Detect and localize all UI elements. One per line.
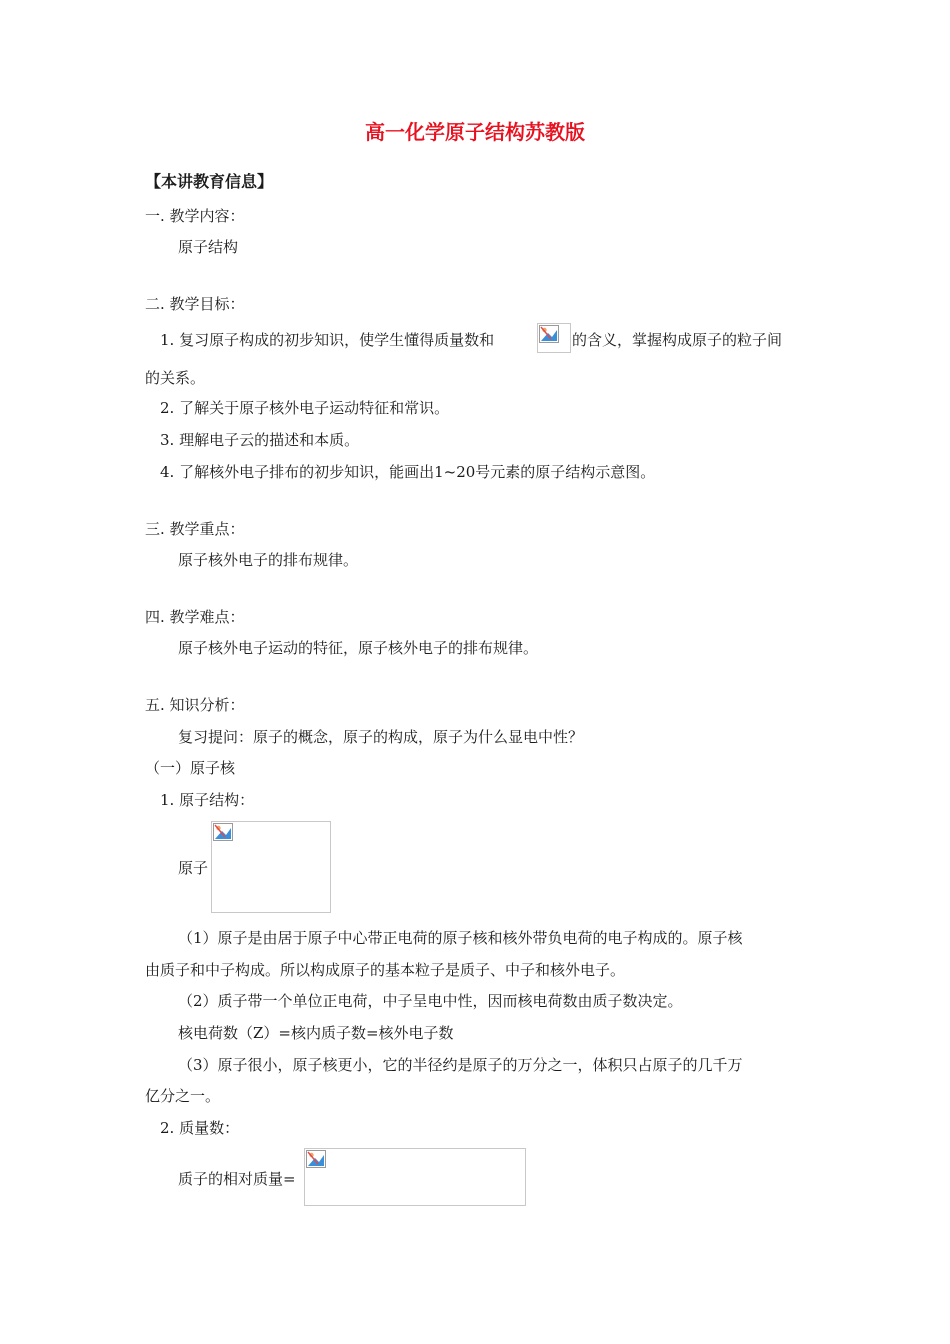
atom-structure-diagram-placeholder: [211, 821, 331, 913]
proton-relative-mass-label: 质子的相对质量=: [178, 1170, 296, 1188]
goal-1-part-a: 1. 复习原子构成的初步知识，使学生懂得质量数和: [160, 331, 495, 349]
goal-1-part-b: 的含义，掌握构成原子的粒子间: [572, 331, 783, 349]
mass-formula-placeholder: [304, 1148, 526, 1206]
heading-teaching-content: 一. 教学内容：: [145, 207, 245, 225]
nuclear-charge-formula: 核电荷数（Z）=核内质子数=核外电子数: [178, 1024, 454, 1042]
teaching-focus-body: 原子核外电子的排布规律。: [178, 551, 359, 569]
heading-teaching-difficulty: 四. 教学难点：: [145, 608, 245, 626]
goal-1-part-c: 的关系。: [145, 369, 206, 387]
document-title: 高一化学原子结构苏教版: [365, 120, 585, 144]
broken-image-icon: [539, 325, 559, 343]
review-question: 复习提问：原子的概念，原子的构成，原子为什么显电中性？: [178, 728, 584, 746]
note-3-part-a: （3）原子很小，原子核更小，它的半径约是原子的万分之一，体积只占原子的几千万: [178, 1056, 743, 1074]
point-mass-number: 2. 质量数：: [160, 1119, 240, 1137]
point-atomic-structure: 1. 原子结构：: [160, 791, 255, 809]
goal-3: 3. 理解电子云的描述和本质。: [160, 431, 360, 449]
heading-knowledge-analysis: 五. 知识分析：: [145, 696, 245, 714]
goal-4: 4. 了解核外电子排布的初步知识，能画出1~20号元素的原子结构示意图。: [160, 463, 656, 481]
teaching-difficulty-body: 原子核外电子运动的特征，原子核外电子的排布规律。: [178, 639, 539, 657]
note-1-part-b: 由质子和中子构成。所以构成原子的基本粒子是质子、中子和核外电子。: [145, 961, 626, 979]
note-3-part-b: 亿分之一。: [145, 1087, 221, 1105]
heading-teaching-goals: 二. 教学目标：: [145, 295, 245, 313]
broken-image-icon: [213, 823, 233, 841]
note-1-part-a: （1）原子是由居于原子中心带正电荷的原子核和核外带负电荷的电子构成的。原子核: [178, 929, 743, 947]
inline-image-placeholder: [537, 323, 571, 353]
heading-teaching-focus: 三. 教学重点：: [145, 520, 245, 538]
teaching-content-body: 原子结构: [178, 238, 239, 256]
section-header: 【本讲教育信息】: [145, 172, 274, 191]
subsection-nucleus: （一）原子核: [145, 759, 236, 777]
note-2: （2）质子带一个单位正电荷，中子呈电中性，因而核电荷数由质子数决定。: [178, 992, 683, 1010]
goal-2: 2. 了解关于原子核外电子运动特征和常识。: [160, 399, 450, 417]
broken-image-icon: [306, 1150, 326, 1168]
atom-label: 原子: [178, 859, 209, 877]
